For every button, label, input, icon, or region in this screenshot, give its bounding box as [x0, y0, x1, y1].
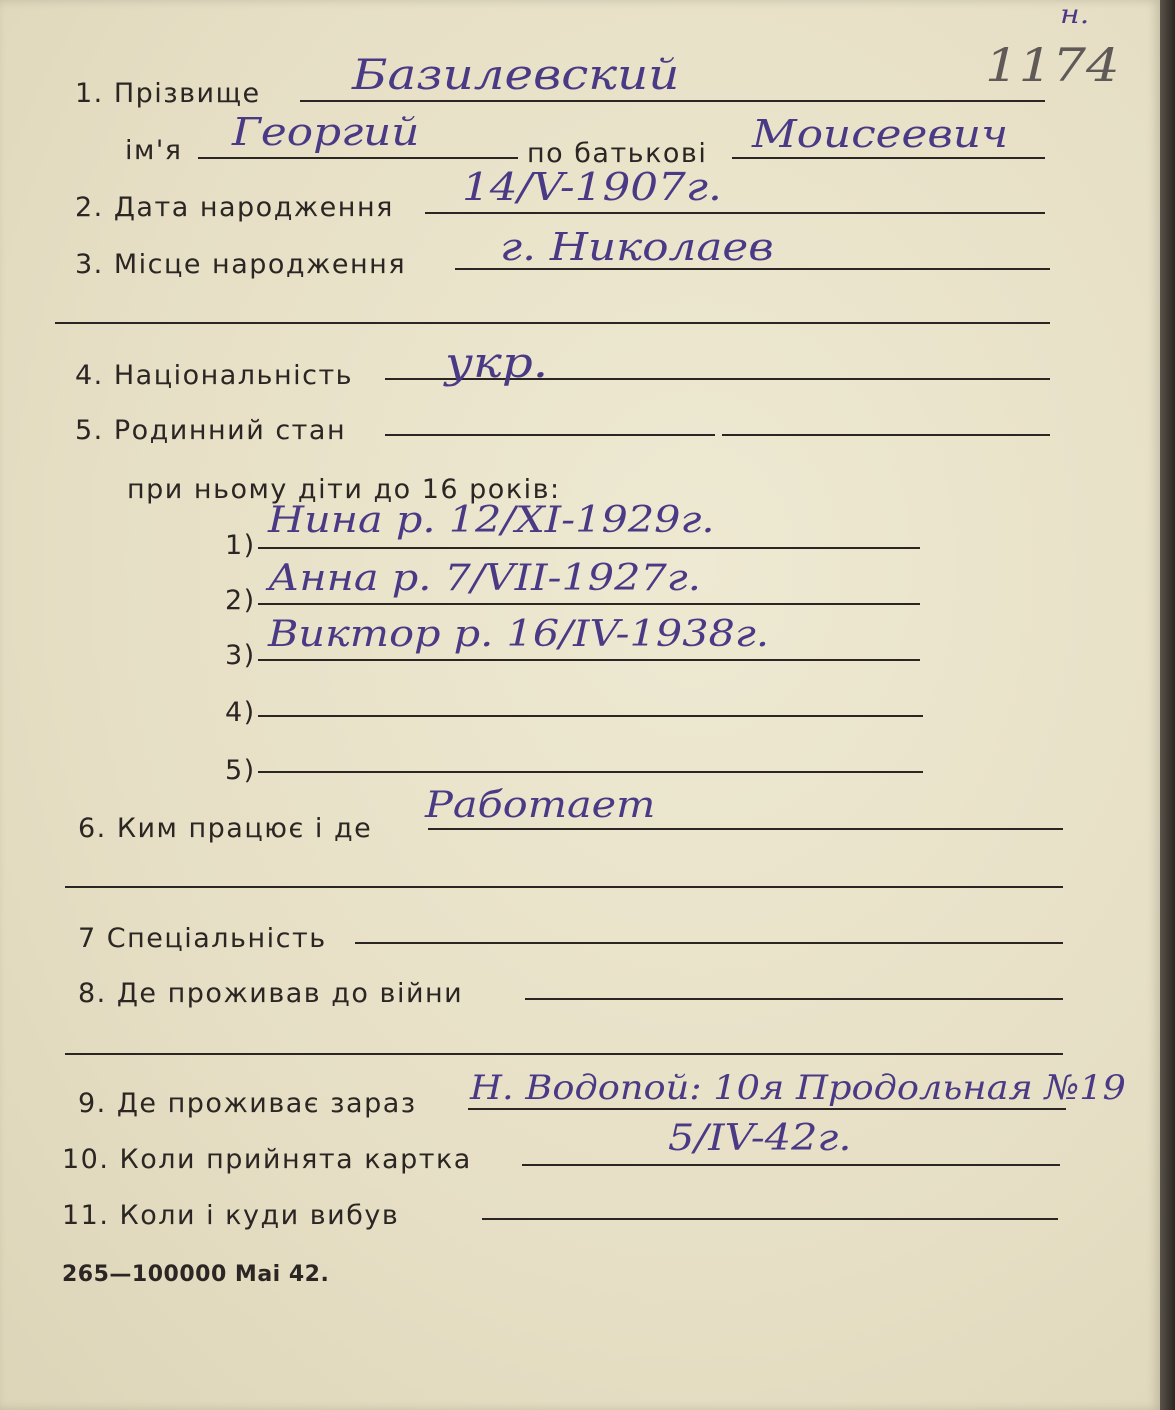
- line-birth-place-2: [55, 322, 1050, 324]
- line-prewar-residence-2: [65, 1053, 1063, 1055]
- label-birth-place: 3. Місце народження: [75, 249, 407, 280]
- line-child-5: [258, 771, 923, 773]
- line-prewar-residence: [525, 998, 1063, 1000]
- label-surname: 1. Прізвище: [75, 78, 261, 109]
- label-first-name: ім'я: [125, 135, 183, 166]
- line-occupation: [428, 828, 1063, 830]
- label-family-status: 5. Родинний стан: [75, 415, 347, 446]
- line-family-status-b: [722, 434, 1050, 436]
- child-number-2: 2): [225, 585, 256, 616]
- handwritten-nationality: укр.: [445, 338, 549, 387]
- handwritten-patronymic: Моисеевич: [752, 112, 1009, 156]
- handwritten-card-number: 1174: [985, 38, 1120, 92]
- line-child-2: [258, 603, 920, 605]
- line-occupation-2: [65, 886, 1063, 888]
- handwritten-birth-date: 14/V-1907г.: [462, 165, 722, 209]
- label-departed: 11. Коли і куди вибув: [62, 1200, 400, 1231]
- label-specialty: 7 Спеціальність: [78, 923, 327, 954]
- label-prewar-residence: 8. Де проживав до війни: [78, 978, 464, 1009]
- line-child-3: [258, 659, 920, 661]
- handwritten-birth-place: г. Николаев: [500, 225, 774, 269]
- handwritten-child-3: Виктор р. 16/IV-1938г.: [268, 614, 769, 655]
- line-departed: [482, 1218, 1058, 1220]
- line-birth-date: [425, 212, 1045, 214]
- child-number-3: 3): [225, 640, 256, 671]
- handwritten-occupation: Работает: [425, 785, 656, 826]
- label-nationality: 4. Національність: [75, 360, 354, 391]
- line-current-residence: [468, 1108, 1066, 1110]
- background-edge: [1160, 0, 1175, 1410]
- handwritten-surname: Базилевский: [352, 50, 680, 99]
- line-specialty: [355, 942, 1063, 944]
- line-child-1: [258, 547, 920, 549]
- label-current-residence: 9. Де проживає зараз: [78, 1088, 417, 1119]
- label-patronymic: по батькові: [527, 138, 708, 169]
- label-card-accepted: 10. Коли прийнята картка: [62, 1144, 472, 1175]
- line-family-status-a: [385, 434, 715, 436]
- line-card-accepted: [522, 1164, 1060, 1166]
- handwritten-card-date: 5/IV-42г.: [668, 1118, 852, 1159]
- handwritten-first-name: Георгий: [232, 110, 420, 154]
- label-birth-date: 2. Дата народження: [75, 192, 394, 223]
- line-child-4: [258, 715, 923, 717]
- child-number-5: 5): [225, 755, 256, 786]
- handwritten-child-2: Анна р. 7/VII-1927г.: [268, 558, 701, 599]
- child-number-4: 4): [225, 697, 256, 728]
- label-occupation: 6. Ким працює і де: [78, 813, 373, 844]
- label-children: при ньому діти до 16 років:: [127, 474, 561, 505]
- handwritten-corner-mark: н.: [1060, 0, 1090, 30]
- line-first-name: [198, 157, 518, 159]
- handwritten-child-1: Нина р. 12/XI-1929г.: [268, 500, 715, 541]
- footer-print-code: 265—100000 Mai 42.: [62, 1262, 330, 1287]
- line-patronymic: [732, 157, 1045, 159]
- handwritten-current-address: Н. Водопой: 10я Продольная №19: [470, 1068, 1126, 1108]
- child-number-1: 1): [225, 530, 256, 561]
- line-surname: [300, 100, 1045, 102]
